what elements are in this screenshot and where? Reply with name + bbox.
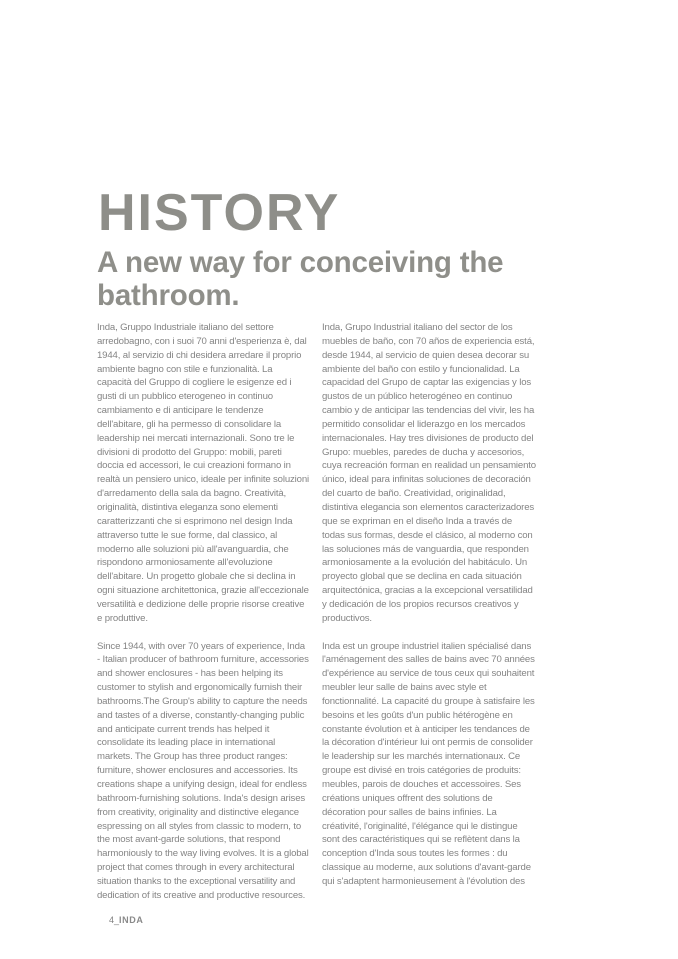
page-subtitle: A new way for conceiving the bathroom.: [97, 246, 504, 312]
paragraph-spanish: Inda, Grupo Industrial italiano del sector de los muebles de baño, con 70 años de experiencia está, desde 1944, al servicio de quien desea decorar su ambiente del baño con estilo y funcionalidad. La capacidad del Grupo de captar las exigencias y los gustos de un público heterogéneo en continuo cambio y de anticipar las tendencias del vivir, les ha permitido consolidar el liderazgo en los mercados internacionales. Hay tres divisiones de producto del Grupo: muebles, paredes de ducha y accesorios, cuya recreación forman en realidad un pensamiento único, ideal para infinitas soluciones de decoración del cuarto de baño. Creatividad, originalidad, distintiva elegancia son elementos caracterizadores que se expriman en el diseño Inda a través de todas sus formas, desde el clásico, al moderno con las soluciones más de vanguardia, que responden armoniosamente a la evolución del habitáculo. Un proyecto global que se declina en cada situación arquitectónica, gracias a la excepcional versatilidad y dedicación de los propios recursos creativos y productivos.: [322, 322, 536, 624]
paragraph-french: Inda est un groupe industriel italien spécialisé dans l'aménagement des salles de bains avec 70 années d'expérience au service de tous ceux qui souhaitent meubler leur salle de bains avec style et fonctionnalité. La capacité du groupe à satisfaire les besoins et les goûts d'un public hétérogène en constante évolution et à anticiper les tendances de la décoration d'intérieur lui ont permis de consolider le leadership sur les marchés internationaux. Ce groupe est divisé en trois catégories de produits: meubles, parois de douches et accessoires. Ses créations uniques offrent des solutions de décoration pour salles de bains infinies. La créativité, l'originalité, l'élégance qui le distingue sont des caractéristiques qui se reflètent dans la conception d'Inda sous toutes les formes : du classique au moderne, aux solutions d'avant-garde qui s'adaptent harmonieusement à l'évolution des: [322, 640, 535, 887]
paragraph-english: Since 1944, with over 70 years of experience, Inda - Italian producer of bathroom furniture, accessories and shower enclosures - has been helping its customer to stylish and ergonomically furnish their bathrooms.The Group's ability to capture the needs and tastes of a diverse, constantly-changing public and anticipate current trends has helped it consolidate its leading place in international markets. The Group has three product ranges: furniture, shower enclosures and accessories. Its creations shape a unifying design, ideal for endless bathroom-furnishing solutions. Inda's design arises from creativity, originality and distinctive elegance espressing on all styles from classic to modern, to the most avant-garde solutions, that respond harmoniously to the way living evolves. It is a global project that comes through in every architectural situation thanks to the exceptional versatility and dedication of its creative and productive resources.: [97, 640, 309, 901]
paragraph-italian: Inda, Gruppo Industriale italiano del settore arredobagno, con i suoi 70 anni d'esperienza è, dal 1944, al servizio di chi desidera arredare il proprio ambiente bagno con stile e funzionalità. La capacità del Gruppo di cogliere le esigenze ed i gusti di un pubblico eterogeneo in continuo cambiamento e di anticipare le tendenze dell'abitare, gli ha permesso di consolidare la leadership nei mercati internazionali. Sono tre le divisioni di prodotto del Gruppo: mobili, pareti doccia ed accessori, le cui creazioni formano in realtà un pensiero unico, ideale per infinite soluzioni d'arredamento della sala da bagno. Creatività, originalità, distintiva eleganza sono elementi caratterizzanti che si esprimono nel design Inda attraverso tutte le sue forme, dal classico, al moderno alle soluzioni più all'avanguardia, che rispondono armoniosamente all'evoluzione dell'abitare. Un progetto globale che si declina in ogni situazione architettonica, grazie all'eccezionale versatilità e dedizione delle proprie risorse creative e produttive.: [97, 322, 310, 624]
page-heading: HISTORY: [98, 184, 341, 242]
page-footer: [109, 915, 143, 925]
right-column: [322, 321, 536, 903]
left-column: [97, 321, 309, 917]
page-number: 4_: [109, 915, 120, 925]
footer-brand: INDA: [119, 915, 144, 925]
